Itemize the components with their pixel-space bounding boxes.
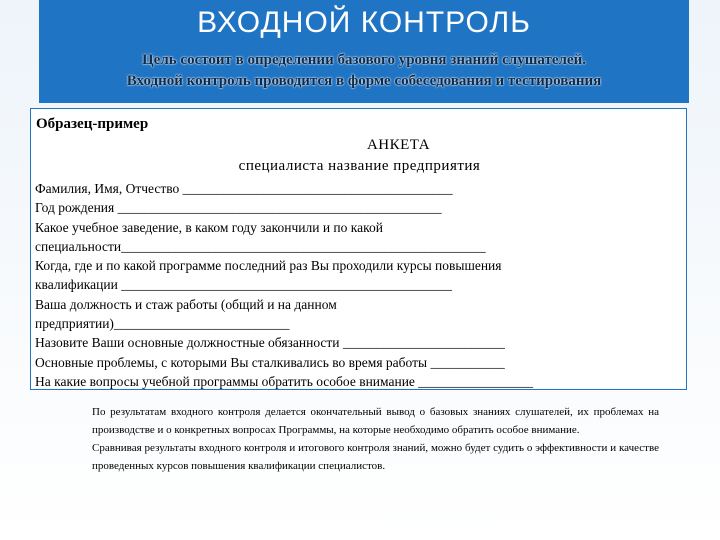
subtitle-line-2: Входной контроль проводится в форме собеседования и тестирования bbox=[126, 73, 602, 89]
form-line: квалификации _________________________________________________ bbox=[35, 277, 452, 293]
form-line: Основные проблемы, с которыми Вы сталкивались во время работы ___________ bbox=[35, 354, 505, 370]
form-line: На какие вопросы учебной программы обратить особое внимание _________________ bbox=[35, 373, 534, 389]
form-line: Когда, где и по какой программе последний раз Вы проходили курсы повышения bbox=[35, 258, 502, 274]
slide-subtitle bbox=[39, 50, 689, 92]
slide-title: ВХОДНОЙ КОНТРОЛЬ bbox=[197, 6, 531, 39]
form-line: специальности______________________________________________________ bbox=[35, 238, 486, 254]
form-line: Какое учебное заведение, в каком году закончили и по какой bbox=[35, 219, 383, 235]
form-subtitle: специалиста название предприятия bbox=[238, 158, 481, 174]
form-line: предприятии)__________________________ bbox=[35, 316, 290, 332]
form-title: АНКЕТА bbox=[366, 137, 431, 153]
notes-paragraph-1: По результатам входного контроля делается окончательный вывод о базовых знаниях слушателей, их проблемах на производстве и о конкретных вопросах Программы, на которые необходимо обратить особое внимание. bbox=[92, 406, 659, 436]
form-line: Назовите Ваши основные должностные обязанности ________________________ bbox=[35, 335, 505, 351]
form-line: Фамилия, Имя, Отчество ________________________________________ bbox=[35, 181, 453, 196]
form-line: Ваша должность и стаж работы (общий и на данном bbox=[35, 296, 337, 312]
subtitle-line-1: Цель состоит в определении базового уровня знаний слушателей. bbox=[142, 52, 586, 68]
title-banner bbox=[39, 0, 689, 103]
notes-paragraph-2: Сравнивая результаты входного контроля и итогового контроля знаний, можно будет судить о эффективности и качестве проведенных курсов повышения квалификации специалистов. bbox=[92, 442, 659, 472]
sample-label: Образец-пример bbox=[36, 116, 149, 132]
questionnaire-fields bbox=[35, 179, 682, 391]
notes-text bbox=[92, 403, 659, 475]
form-line: Год рождения ________________________________________________ bbox=[35, 200, 442, 216]
questionnaire-sample-box bbox=[30, 108, 687, 390]
